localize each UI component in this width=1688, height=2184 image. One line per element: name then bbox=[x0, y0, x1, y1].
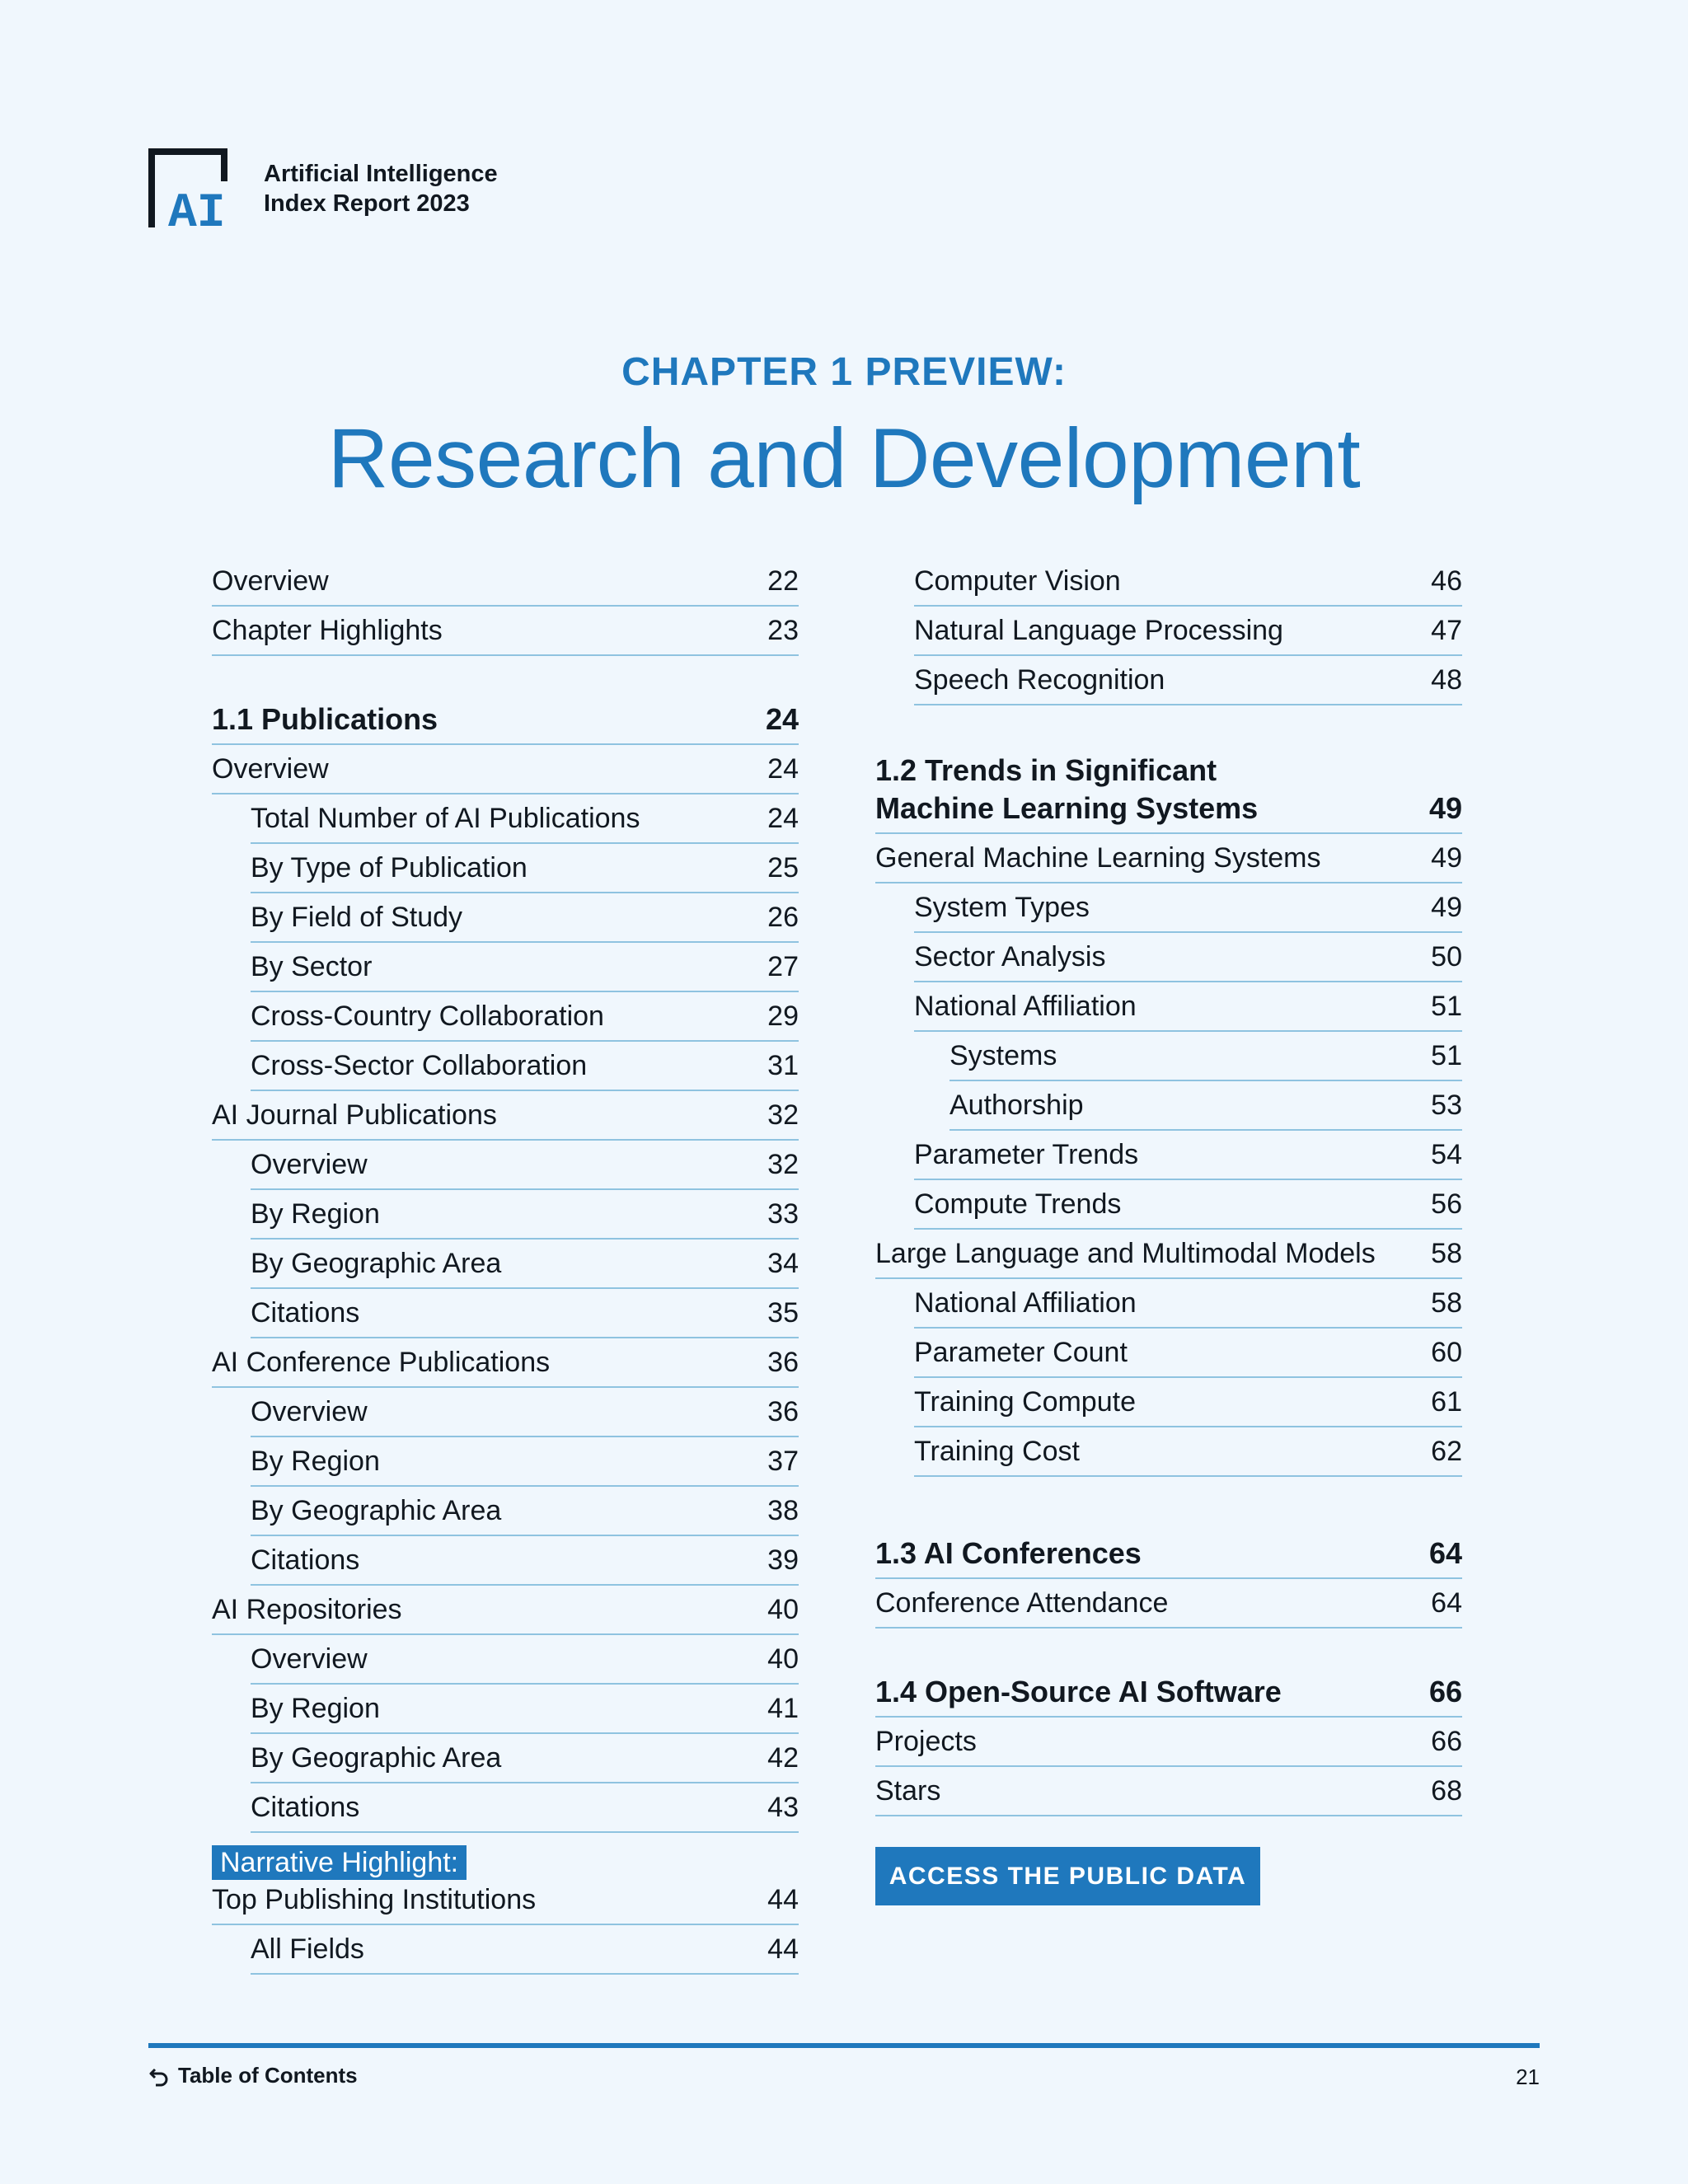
toc-entry-label: Stars bbox=[875, 1775, 941, 1807]
toc-entry[interactable] bbox=[251, 1042, 799, 1091]
toc-entry-label: 1.4 Open-Source AI Software bbox=[875, 1675, 1282, 1708]
toc-entry[interactable] bbox=[950, 1032, 1462, 1081]
toc-entry-page: 36 bbox=[767, 1396, 799, 1427]
toc-entry-page: 51 bbox=[1431, 991, 1462, 1022]
toc-entry[interactable] bbox=[251, 1685, 799, 1734]
toc-entry-label: By Geographic Area bbox=[251, 1742, 502, 1774]
toc-entry[interactable] bbox=[212, 607, 799, 656]
toc-entry-label: Cross-Country Collaboration bbox=[251, 1001, 604, 1032]
toc-entry[interactable] bbox=[251, 1289, 799, 1338]
toc-section-heading[interactable] bbox=[875, 1526, 1462, 1579]
access-public-data-button[interactable]: ACCESS THE PUBLIC DATA bbox=[875, 1847, 1260, 1905]
toc-entry-label: By Type of Publication bbox=[251, 852, 528, 883]
toc-entry[interactable] bbox=[914, 557, 1462, 607]
toc-entry-page: 56 bbox=[1431, 1188, 1462, 1220]
toc-entry-label: Overview bbox=[251, 1149, 368, 1180]
toc-entry-page: 51 bbox=[1431, 1040, 1462, 1071]
toc-entry[interactable] bbox=[251, 1783, 799, 1833]
toc-entry-label: 1.3 AI Conferences bbox=[875, 1536, 1142, 1570]
toc-entry-label: Citations bbox=[251, 1792, 360, 1823]
toc-entry-page: 33 bbox=[767, 1198, 799, 1230]
toc-entry-label: Chapter Highlights bbox=[212, 615, 443, 646]
toc-entry-page: 48 bbox=[1431, 664, 1462, 696]
toc-heading-line1: 1.2 Trends in Significant bbox=[875, 753, 1217, 787]
toc-entry-label: Parameter Trends bbox=[914, 1139, 1139, 1170]
toc-entry[interactable] bbox=[914, 1329, 1462, 1378]
toc-entry-label: Total Number of AI Publications bbox=[251, 803, 640, 834]
toc-entry-page: 39 bbox=[767, 1544, 799, 1576]
toc-entry[interactable] bbox=[212, 1876, 799, 1925]
toc-entry[interactable] bbox=[914, 656, 1462, 705]
toc-entry-page: 50 bbox=[1431, 941, 1462, 972]
toc-entry-page: 37 bbox=[767, 1446, 799, 1477]
toc-entry[interactable] bbox=[914, 1131, 1462, 1180]
toc-entry[interactable] bbox=[914, 933, 1462, 982]
toc-entry-page: 22 bbox=[767, 565, 799, 597]
toc-entry-label: Training Compute bbox=[914, 1386, 1136, 1418]
toc-entry-label: By Region bbox=[251, 1198, 380, 1230]
toc-entry[interactable] bbox=[212, 1091, 799, 1141]
chapter-label: CHAPTER 1 PREVIEW: bbox=[621, 350, 1067, 394]
toc-entry-label: By Geographic Area bbox=[251, 1495, 502, 1526]
report-logo bbox=[148, 148, 498, 229]
toc-entry-page: 40 bbox=[767, 1594, 799, 1625]
toc-heading-line2: Machine Learning Systems bbox=[875, 791, 1259, 825]
toc-entry-label: Computer Vision bbox=[914, 565, 1121, 597]
toc-entry-page: 27 bbox=[767, 951, 799, 982]
toc-entry-label: By Region bbox=[251, 1693, 380, 1724]
toc-entry-page: 64 bbox=[1431, 1587, 1462, 1619]
toc-entry-page: 62 bbox=[1431, 1436, 1462, 1467]
toc-entry-label: Sector Analysis bbox=[914, 941, 1106, 972]
return-arrow-icon bbox=[148, 2065, 170, 2087]
toc-entry-label: Overview bbox=[212, 565, 329, 597]
toc-entry-label bbox=[875, 752, 1258, 827]
ai-index-logo-icon bbox=[148, 148, 239, 229]
toc-entry-page: 53 bbox=[1431, 1090, 1462, 1121]
toc-entry[interactable] bbox=[914, 1378, 1462, 1427]
logo-letters: AI bbox=[168, 187, 226, 229]
toc-entry-page: 68 bbox=[1431, 1775, 1462, 1807]
toc-entry-label: Top Publishing Institutions bbox=[212, 1884, 537, 1915]
toc-entry-label: Conference Attendance bbox=[875, 1587, 1169, 1619]
toc-entry[interactable] bbox=[251, 1240, 799, 1289]
toc-entry-page: 32 bbox=[767, 1149, 799, 1180]
toc-entry-page: 36 bbox=[767, 1347, 799, 1378]
toc-entry-page: 54 bbox=[1431, 1139, 1462, 1170]
toc-entry-page: 34 bbox=[767, 1248, 799, 1279]
toc-entry-page: 61 bbox=[1431, 1386, 1462, 1418]
toc-entry-label: Large Language and Multimodal Models bbox=[875, 1238, 1376, 1269]
toc-entry[interactable] bbox=[251, 1734, 799, 1783]
toc-entry-page: 32 bbox=[767, 1099, 799, 1131]
footer-rule bbox=[148, 2043, 1540, 2048]
toc-entry-label: System Types bbox=[914, 892, 1090, 923]
page-number: 21 bbox=[1516, 2064, 1540, 2089]
toc-entry[interactable] bbox=[251, 1635, 799, 1685]
toc-entry[interactable] bbox=[251, 992, 799, 1042]
toc-entry[interactable] bbox=[251, 1487, 799, 1536]
toc-entry[interactable] bbox=[212, 1586, 799, 1635]
toc-entry[interactable] bbox=[914, 607, 1462, 656]
toc-entry-page: 60 bbox=[1431, 1337, 1462, 1368]
toc-section-heading[interactable] bbox=[875, 742, 1462, 834]
toc-entry-label: Parameter Count bbox=[914, 1337, 1128, 1368]
toc-entry-page: 49 bbox=[1431, 892, 1462, 923]
toc-entry-label: Authorship bbox=[950, 1090, 1084, 1121]
toc-entry[interactable] bbox=[914, 1427, 1462, 1477]
toc-entry[interactable] bbox=[251, 1141, 799, 1190]
toc-entry-label: Cross-Sector Collaboration bbox=[251, 1050, 588, 1081]
narrative-highlight-tag: Narrative Highlight: bbox=[212, 1845, 467, 1880]
toc-entry-label: All Fields bbox=[251, 1933, 364, 1965]
toc-entry-label: Citations bbox=[251, 1544, 360, 1576]
toc-section-heading[interactable] bbox=[875, 1665, 1462, 1718]
toc-entry-label: By Sector bbox=[251, 951, 373, 982]
toc-entry-label: By Field of Study bbox=[251, 902, 463, 933]
toc-entry[interactable] bbox=[875, 834, 1462, 883]
toc-entry-page: 49 bbox=[1431, 842, 1462, 874]
toc-entry-page: 38 bbox=[767, 1495, 799, 1526]
toc-entry-page: 64 bbox=[1428, 1536, 1462, 1570]
toc-entry-page: 41 bbox=[767, 1693, 799, 1724]
toc-entry-label: General Machine Learning Systems bbox=[875, 842, 1321, 874]
toc-entry[interactable] bbox=[914, 883, 1462, 933]
toc-entry[interactable] bbox=[875, 1579, 1462, 1629]
toc-entry-label: Training Cost bbox=[914, 1436, 1080, 1467]
toc-entry-label: National Affiliation bbox=[914, 991, 1137, 1022]
toc-entry-label: National Affiliation bbox=[914, 1287, 1137, 1319]
toc-entry-label: Compute Trends bbox=[914, 1188, 1122, 1220]
toc-section-heading[interactable] bbox=[212, 692, 799, 745]
toc-entry-label: 1.1 Publications bbox=[212, 702, 438, 736]
toc-entry-label: Systems bbox=[950, 1040, 1057, 1071]
toc-entry-page: 66 bbox=[1428, 1675, 1462, 1708]
toc-entry-label: By Geographic Area bbox=[251, 1248, 502, 1279]
toc-entry-label: By Region bbox=[251, 1446, 380, 1477]
toc-entry-page: 23 bbox=[767, 615, 799, 646]
toc-entry[interactable] bbox=[251, 1190, 799, 1240]
toc-entry-page: 25 bbox=[767, 852, 799, 883]
toc-entry[interactable] bbox=[251, 1925, 799, 1975]
toc-entry[interactable] bbox=[914, 1180, 1462, 1230]
toc-entry-page: 58 bbox=[1431, 1287, 1462, 1319]
report-name-line1: Artificial Intelligence bbox=[264, 161, 498, 187]
toc-entry-page: 31 bbox=[767, 1050, 799, 1081]
toc-entry[interactable] bbox=[212, 557, 799, 607]
toc-entry[interactable] bbox=[875, 1718, 1462, 1767]
toc-entry[interactable] bbox=[251, 943, 799, 992]
toc-entry[interactable] bbox=[875, 1230, 1462, 1279]
toc-entry-page: 42 bbox=[767, 1742, 799, 1774]
toc-entry-page: 49 bbox=[1428, 791, 1462, 825]
report-name bbox=[264, 159, 498, 218]
chapter-title: Research and Development bbox=[327, 411, 1361, 505]
toc-entry-label: Overview bbox=[212, 753, 329, 785]
toc-entry[interactable] bbox=[251, 1437, 799, 1487]
toc-entry-page: 40 bbox=[767, 1643, 799, 1675]
toc-entry-label: Overview bbox=[251, 1396, 368, 1427]
toc-entry[interactable] bbox=[875, 1767, 1462, 1816]
toc-entry[interactable] bbox=[212, 745, 799, 794]
toc-entry-label: Overview bbox=[251, 1643, 368, 1675]
toc-entry-page: 66 bbox=[1431, 1726, 1462, 1757]
toc-entry-page: 24 bbox=[767, 803, 799, 834]
toc-entry-page: 46 bbox=[1431, 565, 1462, 597]
toc-entry-page: 26 bbox=[767, 902, 799, 933]
toc-entry-page: 29 bbox=[767, 1001, 799, 1032]
toc-entry[interactable] bbox=[251, 1536, 799, 1586]
toc-entry[interactable] bbox=[212, 1338, 799, 1388]
toc-entry[interactable] bbox=[251, 794, 799, 844]
toc-entry-label: AI Journal Publications bbox=[212, 1099, 497, 1131]
toc-entry[interactable] bbox=[251, 893, 799, 943]
toc-entry[interactable] bbox=[914, 1279, 1462, 1329]
toc-entry[interactable] bbox=[950, 1081, 1462, 1131]
toc-entry-label: Projects bbox=[875, 1726, 977, 1757]
toc-entry-page: 24 bbox=[765, 702, 799, 736]
toc-entry-page: 47 bbox=[1431, 615, 1462, 646]
toc-entry-page: 58 bbox=[1431, 1238, 1462, 1269]
toc-entry-page: 44 bbox=[767, 1884, 799, 1915]
toc-entry-page: 44 bbox=[767, 1933, 799, 1965]
toc-entry[interactable] bbox=[914, 982, 1462, 1032]
report-name-line2: Index Report 2023 bbox=[264, 190, 470, 217]
toc-entry-label: Natural Language Processing bbox=[914, 615, 1283, 646]
toc-entry-label: Speech Recognition bbox=[914, 664, 1165, 696]
toc-entry-page: 35 bbox=[767, 1297, 799, 1329]
toc-entry-page: 43 bbox=[767, 1792, 799, 1823]
table-of-contents-label: Table of Contents bbox=[178, 2063, 358, 2088]
toc-entry-label: AI Conference Publications bbox=[212, 1347, 551, 1378]
toc-entry-label: Citations bbox=[251, 1297, 360, 1329]
toc-entry[interactable] bbox=[251, 844, 799, 893]
table-of-contents-link[interactable] bbox=[148, 2063, 358, 2088]
toc-entry-label: AI Repositories bbox=[212, 1594, 402, 1625]
toc-entry[interactable] bbox=[251, 1388, 799, 1437]
toc-entry-page: 24 bbox=[767, 753, 799, 785]
